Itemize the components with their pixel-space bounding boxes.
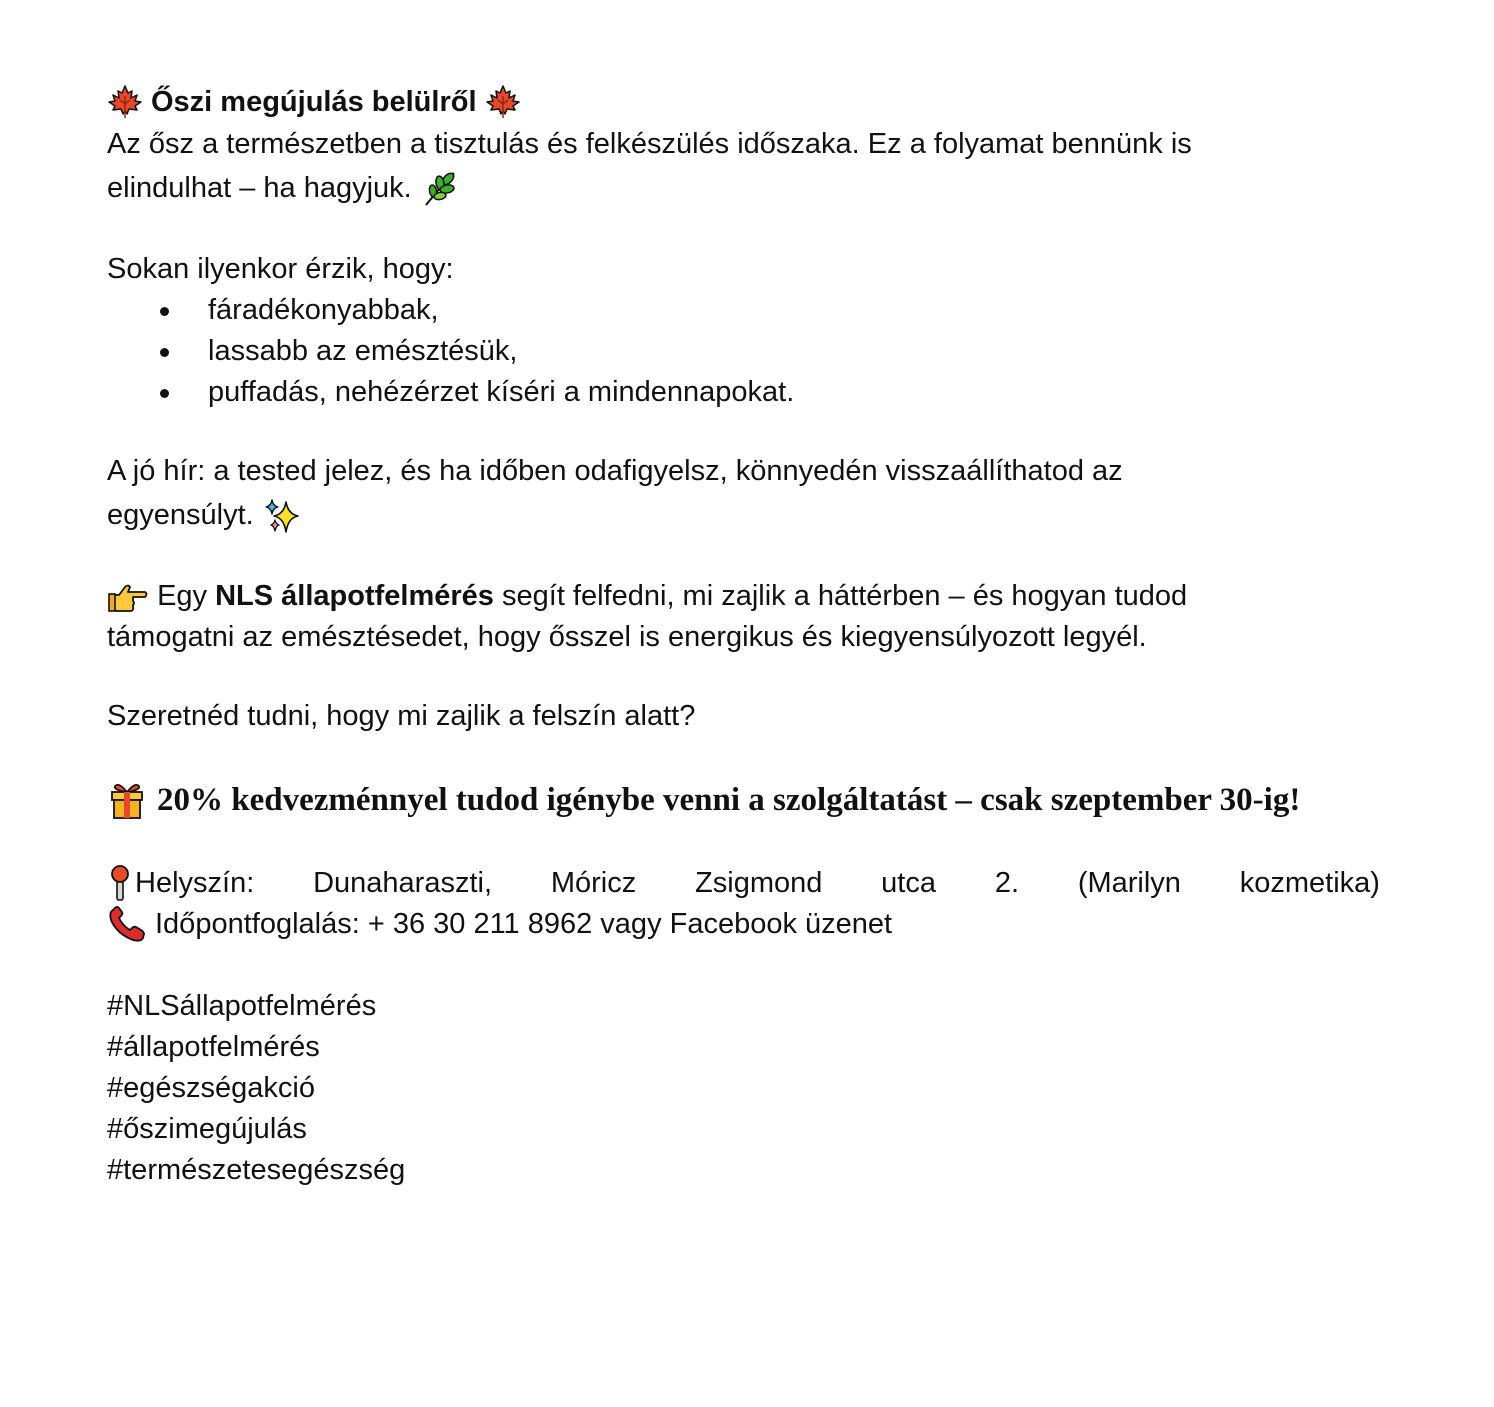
promo-text: 20% kedvezménnyel tudod igénybe venni a szolgáltatást – csak szeptember 30-ig!	[157, 782, 1301, 818]
location-word: (Marilyn	[1077, 867, 1181, 899]
hashtag: #egészségakció	[107, 1072, 315, 1104]
symptoms-lead: Sokan ilyenkor érzik, hogy:	[107, 253, 454, 285]
list-item: puffadás, nehézérzet kíséri a mindennapokat.	[107, 372, 1380, 413]
telephone-receiver-icon	[107, 906, 147, 944]
round-pushpin-icon	[107, 864, 133, 904]
hashtag-list	[107, 986, 1380, 1191]
location-word: 2.	[994, 867, 1019, 899]
hashtag: #állapotfelmérés	[107, 1031, 320, 1063]
nls-post: segít felfedni, mi zajlik a háttérben – és hogyan tudod	[502, 580, 1188, 612]
location-word: kozmetika)	[1239, 867, 1380, 899]
good-news-line-2-text: egyensúlyt.	[107, 499, 254, 531]
nls-line-1	[107, 576, 1380, 617]
document-body	[107, 80, 1380, 1191]
herb-icon	[420, 169, 460, 209]
gift-icon	[107, 780, 147, 820]
heading-text: Őszi megújulás belülről	[151, 86, 477, 118]
location-text	[135, 863, 1380, 904]
pointing-hand-icon	[107, 579, 149, 615]
location-word: utca	[881, 867, 936, 899]
list-item: lassabb az emésztésük,	[107, 331, 1380, 372]
symptoms-list	[107, 290, 1380, 413]
sparkles-icon	[262, 496, 302, 536]
booking-text: Időpontfoglalás: + 36 30 211 8962 vagy Facebook üzenet	[155, 908, 893, 940]
list-item: fáradékonyabbak,	[107, 290, 1380, 331]
good-news-line-2	[107, 492, 1380, 538]
booking-line	[107, 904, 1380, 945]
intro-line-1: Az ősz a természetben a tisztulás és felkészülés időszaka. Ez a folyamat bennünk is	[107, 128, 1192, 160]
maple-leaf-icon	[107, 84, 143, 120]
location-line	[107, 863, 1380, 904]
maple-leaf-icon	[485, 84, 521, 120]
hashtag: #természetesegészség	[107, 1154, 406, 1186]
hashtag: #NLSállapotfelmérés	[107, 990, 377, 1022]
location-word: Dunaharaszti,	[313, 867, 493, 899]
nls-bold: NLS állapotfelmérés	[215, 580, 494, 612]
location-word: Zsigmond	[695, 867, 823, 899]
hashtag: #őszimegújulás	[107, 1113, 307, 1145]
nls-line-2: támogatni az emésztésedet, hogy ősszel is energikus és kiegyensúlyozott legyél.	[107, 621, 1147, 653]
location-word: Móricz	[550, 867, 637, 899]
location-label: Helyszín:	[135, 867, 255, 899]
intro-line-2-text: elindulhat – ha hagyjuk.	[107, 172, 412, 204]
intro-line-2	[107, 165, 1380, 211]
heading	[107, 80, 1380, 124]
question: Szeretnéd tudni, hogy mi zajlik a felszín alatt?	[107, 700, 696, 732]
good-news-line-1: A jó hír: a tested jelez, és ha időben odafigyelsz, könnyedén visszaállíthatod az	[107, 455, 1123, 487]
promo-line	[107, 778, 1380, 822]
nls-pre: Egy	[157, 580, 208, 612]
